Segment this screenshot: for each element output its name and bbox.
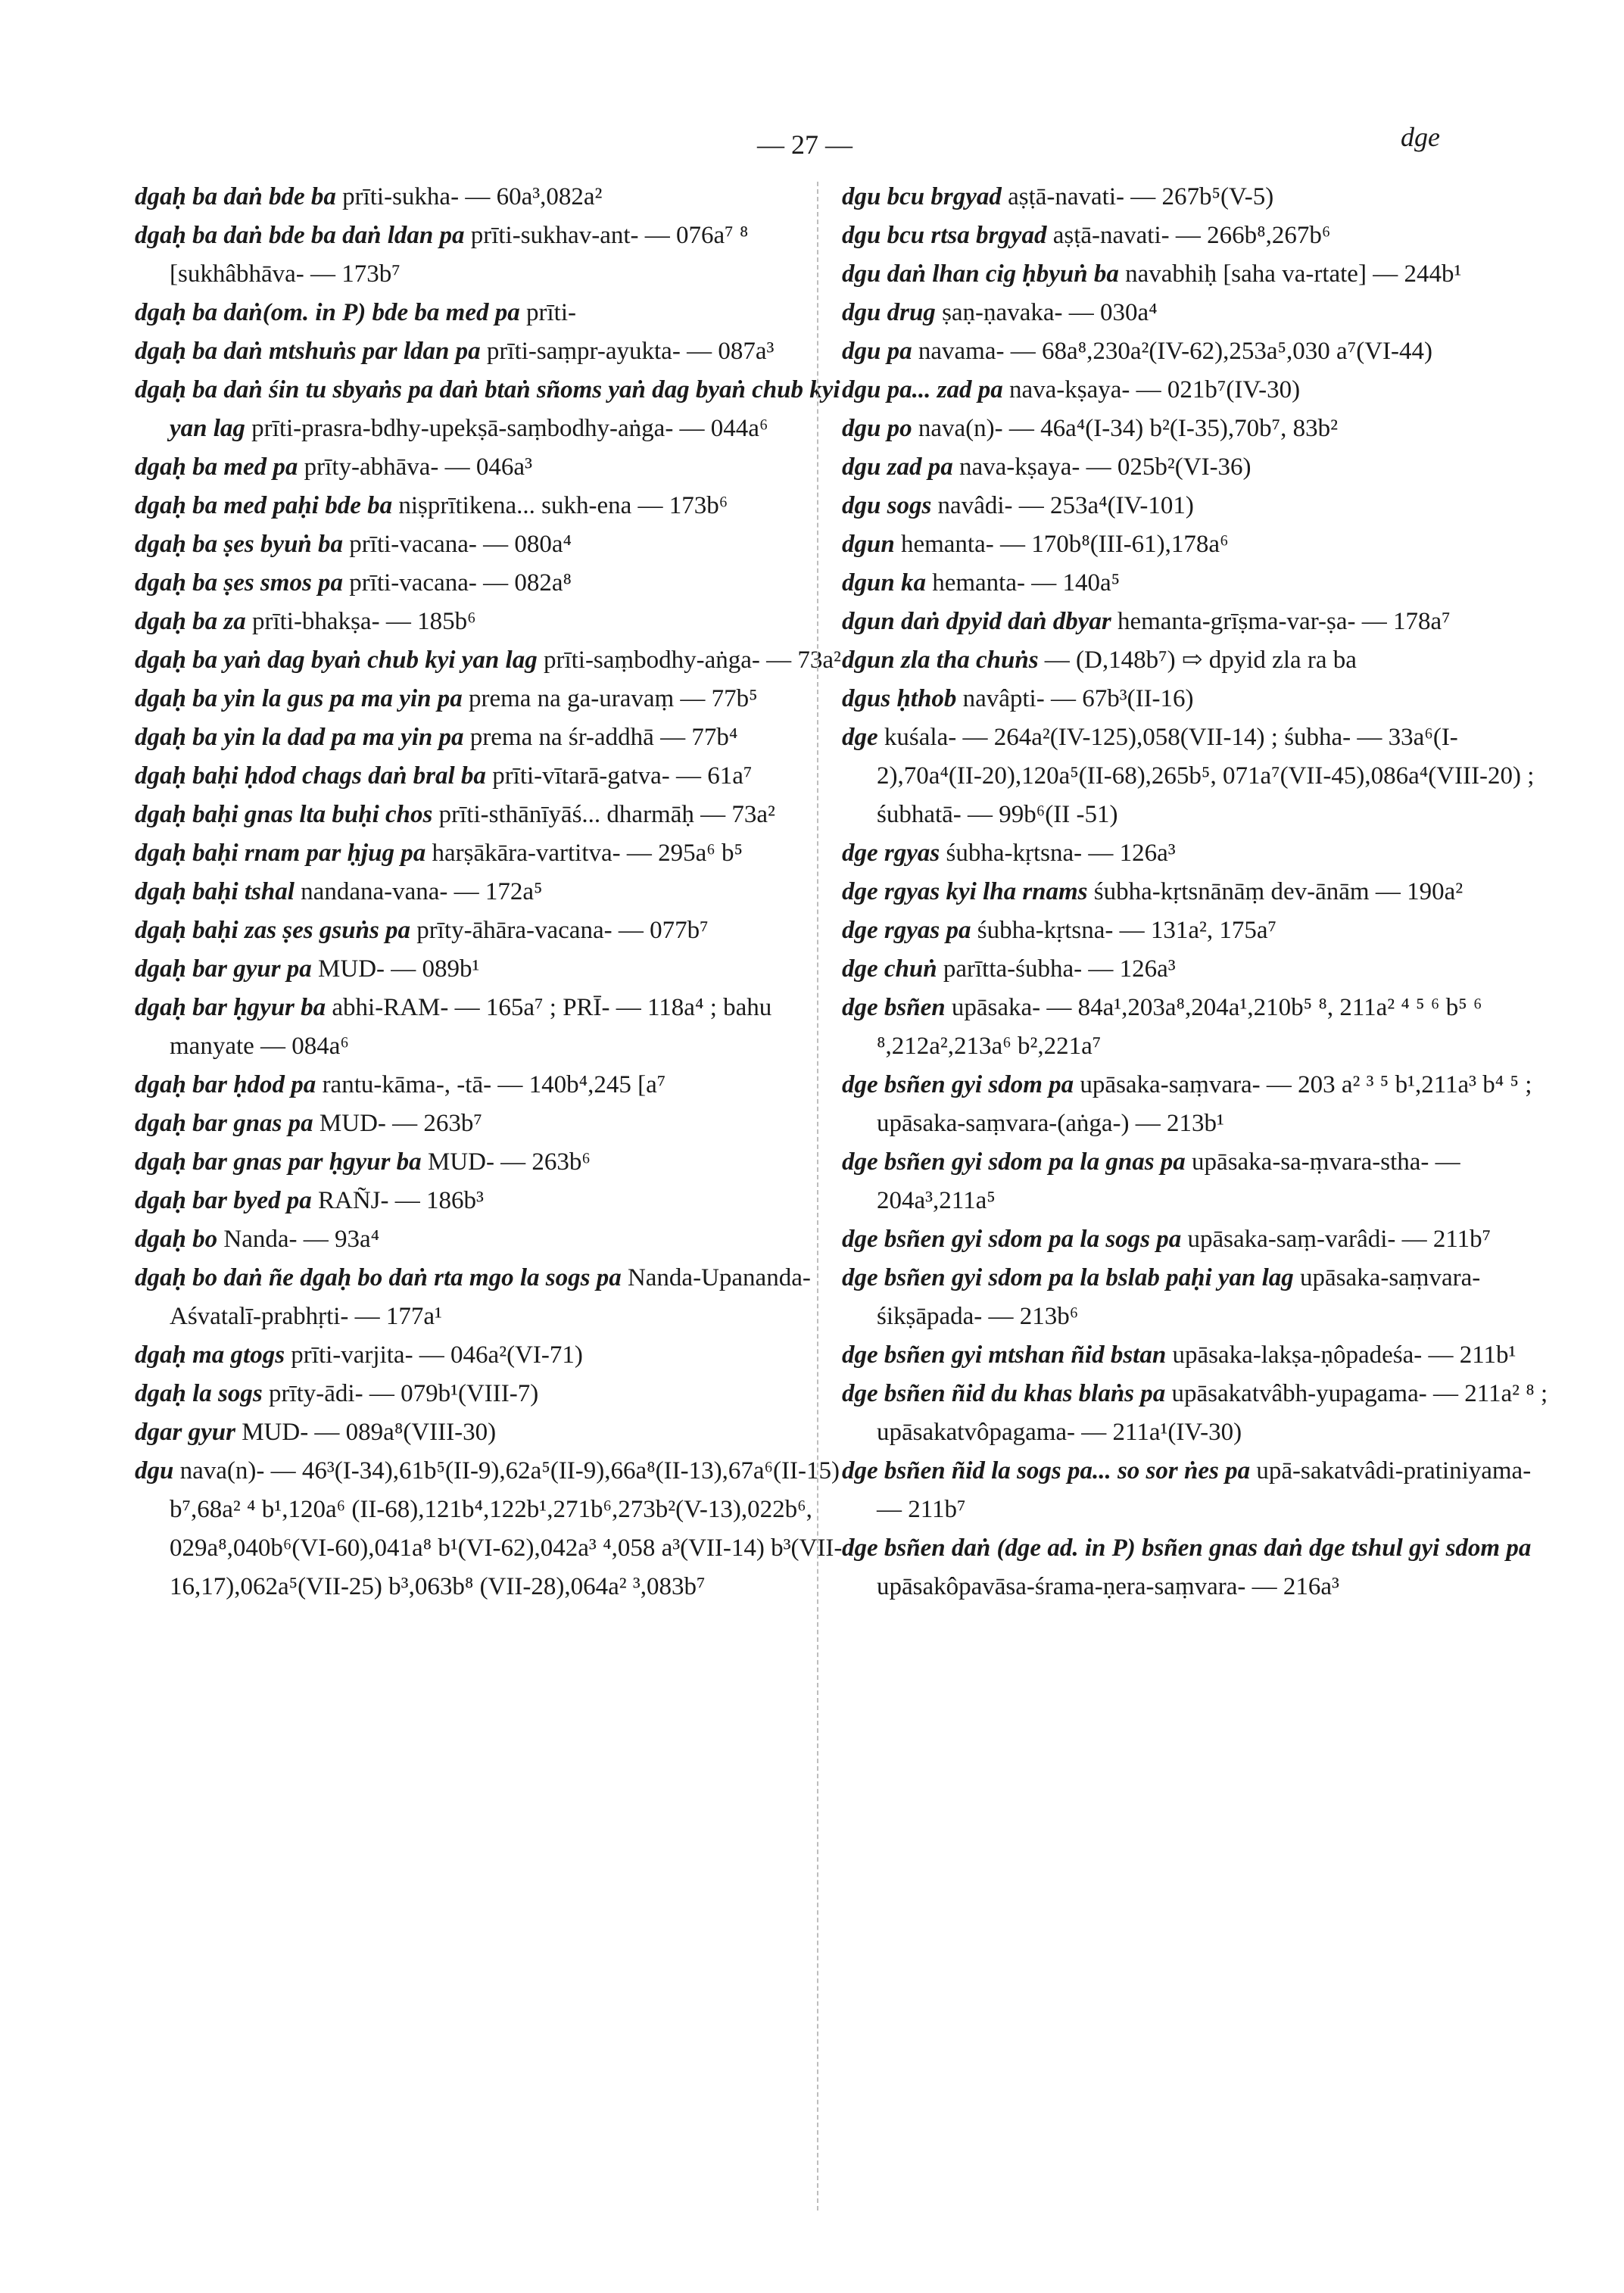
dictionary-entry (842, 989, 1557, 1066)
entry-definition: prema na śr-addhā — 77b⁴ (469, 724, 738, 751)
entry-definition: prīti-prasra-bdhy-upekṣā-saṃbodhy-aṅga- — 044a⁶ (251, 415, 768, 442)
entry-definition: Nanda- — 93a⁴ (223, 1226, 380, 1253)
entry-headword: dge bsñen gyi sdom pa la gnas pa (842, 1148, 1186, 1176)
entry-definition: prīti-varjita- — 046a²(VI-71) (291, 1341, 583, 1369)
entry-headword: dge rgyas pa (842, 917, 971, 944)
dictionary-entry (135, 1220, 850, 1259)
entry-headword: dgu pa... zad pa (842, 376, 1003, 403)
entry-definition: prīti-vītarā-gatva- — 61a⁷ (492, 762, 753, 790)
entry-headword: dgaḥ ba med paḥi bde ba (135, 492, 393, 519)
entry-headword: dgaḥ ba yaṅ dag byaṅ chub kyi yan lag (135, 646, 538, 674)
entry-definition: hemanta- — 140a⁵ (932, 569, 1121, 597)
entry-definition: śubha-kṛtsna- — 131a², 175a⁷ (977, 917, 1277, 944)
entry-definition: MUD- — 263b⁷ (319, 1110, 482, 1137)
entry-definition: RAÑJ- — 186b³ (318, 1187, 484, 1214)
entry-definition: MUD- — 089a⁸(VIII-30) (242, 1419, 497, 1446)
entry-headword: dgu (135, 1457, 174, 1485)
entry-headword: dgaḥ bo daṅ ñe dgaḥ bo daṅ rta mgo la sogs pa (135, 1264, 622, 1291)
dictionary-entry (135, 178, 850, 217)
dictionary-entry (842, 718, 1557, 834)
dictionary-entry (135, 950, 850, 989)
dictionary-entry (135, 371, 850, 448)
entry-definition: prīti-sukha- — 60a³,082a² (342, 183, 603, 210)
dictionary-entry (135, 911, 850, 950)
entry-headword: dge bsñen ñid du khas blaṅs pa (842, 1380, 1166, 1407)
column-divider (817, 182, 818, 2210)
entry-headword: dge bsñen gyi sdom pa la sogs pa (842, 1226, 1182, 1253)
entry-headword: dgu sogs (842, 492, 932, 519)
dictionary-entry (842, 1143, 1557, 1220)
dictionary-entry (135, 487, 850, 525)
dictionary-entry (842, 371, 1557, 410)
entry-definition: navabhiḥ [saha va-rtate] — 244b¹ (1125, 260, 1462, 288)
entry-headword: dgu bcu brgyad (842, 183, 1002, 210)
entry-definition: nava(n)- — 46³(I-34),61b⁵(II-9),62a⁵(II-9),66a⁸(II-13),67a⁶(II-15) b⁷,68a² ⁴ b¹,120a⁶ (II-68),121b⁴,122b¹,271b⁶,273b²(V-13),022b⁶, 029a⁸,040b⁶(VI-60),041a⁸ b¹(VI-62),042a³ ⁴,058 a³(VII-14) b³(VII-16,17),062a⁵(VII-25) b³,063b⁸ (VII-28),064a² ³,083b⁷ (170, 1457, 843, 1600)
entry-headword: dgu drug (842, 299, 936, 326)
entry-headword: dge bsñen gyi sdom pa la bslab paḥi yan lag (842, 1264, 1294, 1291)
dictionary-entry (842, 603, 1557, 641)
dictionary-entry (842, 448, 1557, 487)
entry-headword: dge rgyas (842, 840, 940, 867)
entry-definition: parītta-śubha- — 126a³ (943, 955, 1176, 983)
dictionary-entry (842, 950, 1557, 989)
dictionary-entry (135, 1375, 850, 1413)
dictionary-entry (135, 1452, 850, 1606)
entry-headword: dgaḥ ma gtogs (135, 1341, 285, 1369)
entry-headword: dge (842, 724, 878, 751)
dictionary-entry (135, 1413, 850, 1452)
dictionary-entry (135, 1143, 850, 1182)
dictionary-entry (135, 1336, 850, 1375)
entry-definition: ṣaṇ-ṇavaka- — 030a⁴ (942, 299, 1158, 326)
dictionary-entry (135, 332, 850, 371)
entry-definition: aṣṭā-navati- — 266b⁸,267b⁶ (1052, 222, 1331, 249)
dictionary-entry (842, 1336, 1557, 1375)
dictionary-entry (135, 448, 850, 487)
entry-headword: dge bsñen ñid la sogs pa... so sor ṅes pa (842, 1457, 1251, 1485)
left-column (135, 178, 850, 1606)
entry-headword: dgaḥ ba daṅ mtshuṅs par ldan pa (135, 338, 481, 365)
entry-headword: dgu po (842, 415, 912, 442)
dictionary-entry (842, 1452, 1557, 1529)
entry-headword: dgaḥ ba ṣes byuṅ ba (135, 531, 344, 558)
entry-definition: prīti-bhakṣa- — 185b⁶ (251, 608, 476, 635)
entry-definition: aṣṭā-navati- — 267b⁵(V-5) (1008, 183, 1274, 210)
running-head: dge (1401, 122, 1440, 152)
entry-headword: dgaḥ baḥi tshal (135, 878, 295, 905)
entry-definition: prīti-saṃpr-ayukta- — 087a³ (486, 338, 775, 365)
entry-headword: dgun (842, 531, 895, 558)
entry-definition: niṣprītikena... sukh-ena — 173b⁶ (398, 492, 728, 519)
entry-headword: dge bsñen (842, 994, 946, 1021)
entry-headword: dgun daṅ dpyid daṅ dbyar (842, 608, 1111, 635)
dictionary-entry (135, 796, 850, 834)
dictionary-entry (135, 564, 850, 603)
entry-definition: upāsaka-saṃ-varâdi- — 211b⁷ (1187, 1226, 1492, 1253)
entry-definition: upāsaka-saṃvara-śikṣāpada- — 213b⁶ (877, 1264, 1481, 1330)
entry-definition: prema na ga-uravaṃ — 77b⁵ (468, 685, 758, 712)
entry-definition: nava-kṣaya- — 025b²(VI-36) (959, 453, 1252, 481)
entry-headword: dgaḥ bar gnas par ḥgyur ba (135, 1148, 422, 1176)
entry-definition: rantu-kāma-, -tā- — 140b⁴,245 [a⁷ (322, 1071, 666, 1098)
dictionary-entry (842, 255, 1557, 294)
entry-definition: hemanta- — 170b⁸(III-61),178a⁶ (900, 531, 1229, 558)
entry-headword: dgaḥ baḥi ḥdod chags daṅ bral ba (135, 762, 486, 790)
entry-definition: navama- — 68a⁸,230a²(IV-62),253a⁵,030 a⁷(VI-44) (918, 338, 1433, 365)
entry-headword: dgun ka (842, 569, 926, 597)
dictionary-entry (135, 1104, 850, 1143)
dictionary-entry (135, 834, 850, 873)
right-column (842, 178, 1557, 1606)
entry-headword: dgaḥ ba daṅ(om. in P) bde ba med pa (135, 299, 520, 326)
entry-definition: MUD- — 089b¹ (318, 955, 480, 983)
entry-headword: dgaḥ baḥi rnam par ḥjug pa (135, 840, 426, 867)
entry-definition: prīti-sukhav-ant- — 076a⁷ ⁸ [sukhâbhāva- — 173b⁷ (170, 222, 749, 288)
dictionary-entry (135, 1259, 850, 1336)
entry-definition: prīti-saṃbodhy-aṅga- — 73a² (543, 646, 841, 674)
dictionary-entry (842, 873, 1557, 911)
entry-headword: dgaḥ baḥi zas ṣes gsuṅs pa (135, 917, 411, 944)
entry-headword: dgu pa (842, 338, 912, 365)
entry-definition: nandana-vana- — 172a⁵ (301, 878, 543, 905)
entry-headword: dgaḥ bar gyur pa (135, 955, 312, 983)
entry-headword: dge bsñen daṅ (dge ad. in P) bsñen gnas daṅ dge tshul gyi sdom pa (842, 1534, 1532, 1562)
dictionary-entry (135, 1066, 850, 1104)
entry-definition: — (D,148b⁷) ⇨ dpyid zla ra ba (1044, 646, 1357, 674)
entry-headword: dgaḥ ba daṅ bde ba daṅ ldan pa (135, 222, 465, 249)
entry-definition: prīti- (526, 299, 576, 326)
entry-headword: dge chuṅ (842, 955, 937, 983)
dictionary-entry (842, 1066, 1557, 1143)
dictionary-entry (135, 603, 850, 641)
entry-definition: Nanda-Upananda-Aśvatalī-prabhṛti- — 177a¹ (170, 1264, 811, 1330)
dictionary-entry (135, 217, 850, 294)
dictionary-entry (842, 834, 1557, 873)
entry-definition: upāsakatvâbh-yupagama- — 211a² ⁸ ; upāsakatvôpagama- — 211a¹(IV-30) (877, 1380, 1548, 1446)
entry-definition: harṣākāra-vartitva- — 295a⁶ b⁵ (432, 840, 743, 867)
entry-definition: upāsaka-saṃvara- — 203 a² ³ ⁵ b¹,211a³ b⁴ ⁵ ; upāsaka-saṃvara-(aṅga-) — 213b¹ (877, 1071, 1532, 1137)
dictionary-entry (135, 873, 850, 911)
entry-headword: dgaḥ ba daṅ śin tu sbyaṅs pa daṅ btaṅ sñoms yaṅ dag byaṅ chub kyi yan lag (135, 376, 840, 442)
dictionary-entry (842, 294, 1557, 332)
dictionary-entry (842, 487, 1557, 525)
entry-headword: dgaḥ ba yin la dad pa ma yin pa (135, 724, 464, 751)
entry-definition: prīti-sthānīyāś... dharmāḥ — 73a² (438, 801, 775, 828)
page-number: — 27 — (757, 129, 853, 160)
entry-headword: dgaḥ ba za (135, 608, 246, 635)
dictionary-entry (135, 680, 850, 718)
entry-definition: prīty-ādi- — 079b¹(VIII-7) (268, 1380, 539, 1407)
dictionary-entry (842, 1529, 1557, 1606)
entry-headword: dgu daṅ lhan cig ḥbyuṅ ba (842, 260, 1119, 288)
entry-headword: dgaḥ ba daṅ bde ba (135, 183, 336, 210)
entry-headword: dge bsñen gyi mtshan ñid bstan (842, 1341, 1167, 1369)
entry-headword: dgun zla tha chuṅs (842, 646, 1039, 674)
dictionary-entry (135, 294, 850, 332)
entry-definition: prīti-vacana- — 080a⁴ (349, 531, 572, 558)
entry-headword: dgar gyur (135, 1419, 235, 1446)
entry-headword: dgu bcu rtsa brgyad (842, 222, 1047, 249)
entry-definition: śubha-kṛtsna- — 126a³ (946, 840, 1176, 867)
dictionary-entry (842, 410, 1557, 448)
dictionary-entry (842, 1259, 1557, 1336)
entry-definition: upāsaka- — 84a¹,203a⁸,204a¹,210b⁵ ⁸, 211a² ⁴ ⁵ ⁶ b⁵ ⁶ ⁸,212a²,213a⁶ b²,221a⁷ (877, 994, 1482, 1060)
dictionary-entry (135, 757, 850, 796)
entry-headword: dgus ḥthob (842, 685, 957, 712)
dictionary-entry (842, 911, 1557, 950)
entry-definition: upā-sakatvâdi-pratiniyama- — 211b⁷ (877, 1457, 1532, 1523)
dictionary-entry (842, 178, 1557, 217)
entry-definition: abhi-RAM- — 165a⁷ ; PRĪ- — 118a⁴ ; bahu manyate — 084a⁶ (170, 994, 772, 1060)
entry-definition: prīty-āhāra-vacana- — 077b⁷ (416, 917, 709, 944)
entry-definition: nava-kṣaya- — 021b⁷(IV-30) (1008, 376, 1301, 403)
entry-definition: nava(n)- — 46a⁴(I-34) b²(I-35),70b⁷, 83b² (918, 415, 1338, 442)
dictionary-entry (842, 680, 1557, 718)
entry-headword: dgaḥ bar byed pa (135, 1187, 312, 1214)
entry-definition: prīti-vacana- — 082a⁸ (349, 569, 572, 597)
entry-definition: prīty-abhāva- — 046a³ (304, 453, 532, 481)
entry-headword: dgaḥ bar ḥgyur ba (135, 994, 326, 1021)
entry-headword: dge rgyas kyi lha rnams (842, 878, 1088, 905)
entry-definition: navâpti- — 67b³(II-16) (962, 685, 1194, 712)
entry-headword: dgaḥ baḥi gnas lta buḥi chos (135, 801, 433, 828)
entry-definition: kuśala- — 264a²(IV-125),058(VII-14) ; śubha- — 33a⁶(I-2),70a⁴(II-20),120a⁵(II-68),265b⁵, 071a⁷(VII-45),086a⁴(VIII-20) ; śubhatā- — 99b⁶(II -51) (877, 724, 1535, 828)
entry-definition: śubha-kṛtsnānāṃ dev-ānām — 190a² (1093, 878, 1463, 905)
dictionary-entry (842, 1220, 1557, 1259)
entry-headword: dgaḥ ba med pa (135, 453, 298, 481)
entry-headword: dgaḥ bar gnas pa (135, 1110, 313, 1137)
dictionary-entry (842, 217, 1557, 255)
dictionary-entry (135, 1182, 850, 1220)
entry-headword: dgaḥ bar ḥdod pa (135, 1071, 316, 1098)
dictionary-entry (842, 641, 1557, 680)
entry-headword: dgu zad pa (842, 453, 953, 481)
dictionary-entry (135, 525, 850, 564)
entry-headword: dge bsñen gyi sdom pa (842, 1071, 1074, 1098)
entry-definition: upāsaka-lakṣa-ṇôpadeśa- — 211b¹ (1172, 1341, 1516, 1369)
entry-definition: hemanta-grīṣma-var-ṣa- — 178a⁷ (1117, 608, 1451, 635)
entry-definition: MUD- — 263b⁶ (427, 1148, 591, 1176)
entry-headword: dgaḥ ba ṣes smos pa (135, 569, 344, 597)
entry-headword: dgaḥ ba yin la gus pa ma yin pa (135, 685, 463, 712)
dictionary-entry (842, 332, 1557, 371)
entry-headword: dgaḥ la sogs (135, 1380, 263, 1407)
entry-definition: navâdi- — 253a⁴(IV-101) (937, 492, 1194, 519)
dictionary-entry (135, 718, 850, 757)
dictionary-entry (842, 525, 1557, 564)
entry-definition: upāsakôpavāsa-śrama-ṇera-saṃvara- — 216a³ (877, 1573, 1339, 1600)
dictionary-entry (135, 641, 850, 680)
dictionary-entry (842, 564, 1557, 603)
dictionary-entry (842, 1375, 1557, 1452)
entry-headword: dgaḥ bo (135, 1226, 218, 1253)
dictionary-entry (135, 989, 850, 1066)
entry-definition: upāsaka-sa-ṃvara-stha- — 204a³,211a⁵ (877, 1148, 1460, 1214)
